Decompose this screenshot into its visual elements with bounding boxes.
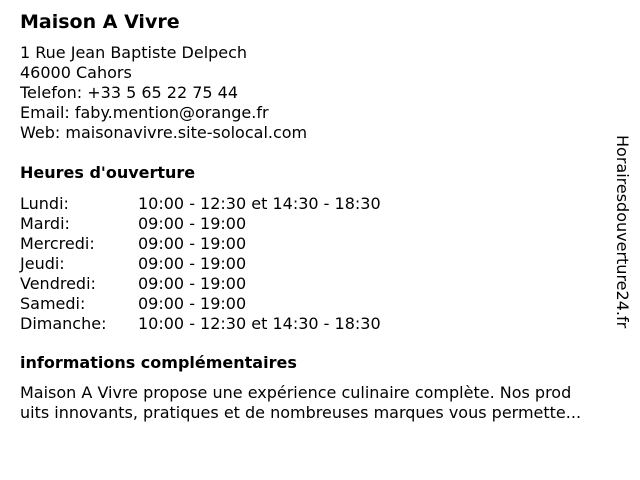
address-street: 1 Rue Jean Baptiste Delpech: [20, 43, 248, 62]
hours-day: Samedi:: [20, 294, 86, 313]
hours-time: 10:00 - 12:30 et 14:30 - 18:30: [138, 314, 381, 333]
site-watermark: Horairesdouverture24.fr: [613, 135, 632, 329]
web-line: Web: maisonavivre.site-solocal.com: [20, 123, 308, 142]
info-heading: informations complémentaires: [20, 353, 297, 372]
hours-time: 09:00 - 19:00: [138, 234, 247, 253]
hours-time: 09:00 - 19:00: [138, 254, 247, 273]
hours-row-lundi: [20, 194, 381, 214]
info-description-line: Maison A Vivre propose une expérience culinaire complète. Nos prod: [20, 383, 572, 402]
hours-day: Mardi:: [20, 214, 70, 233]
phone-line: Telefon: +33 5 65 22 75 44: [20, 83, 239, 102]
business-name: Maison A Vivre: [20, 11, 180, 33]
hours-row-vendredi: [20, 274, 381, 294]
hours-time: 09:00 - 19:00: [138, 294, 247, 313]
info-description-line: uits innovants, pratiques et de nombreuses marques vous permette...: [20, 403, 582, 422]
address-city: 46000 Cahors: [20, 63, 132, 82]
hours-day: Lundi:: [20, 194, 69, 213]
hours-time: 09:00 - 19:00: [138, 214, 247, 233]
hours-row-mardi: [20, 214, 381, 234]
email-line: Email: faby.mention@orange.fr: [20, 103, 269, 122]
hours-table: [20, 194, 381, 334]
hours-heading: Heures d'ouverture: [20, 163, 196, 182]
info-description: [20, 383, 632, 423]
hours-day: Dimanche:: [20, 314, 107, 333]
address-block: [20, 43, 307, 143]
hours-day: Vendredi:: [20, 274, 96, 293]
hours-time: 09:00 - 19:00: [138, 274, 247, 293]
hours-row-mercredi: [20, 234, 381, 254]
hours-row-samedi: [20, 294, 381, 314]
hours-day: Mercredi:: [20, 234, 95, 253]
hours-day: Jeudi:: [20, 254, 65, 273]
hours-row-jeudi: [20, 254, 381, 274]
hours-row-dimanche: [20, 314, 381, 334]
hours-time: 10:00 - 12:30 et 14:30 - 18:30: [138, 194, 381, 213]
